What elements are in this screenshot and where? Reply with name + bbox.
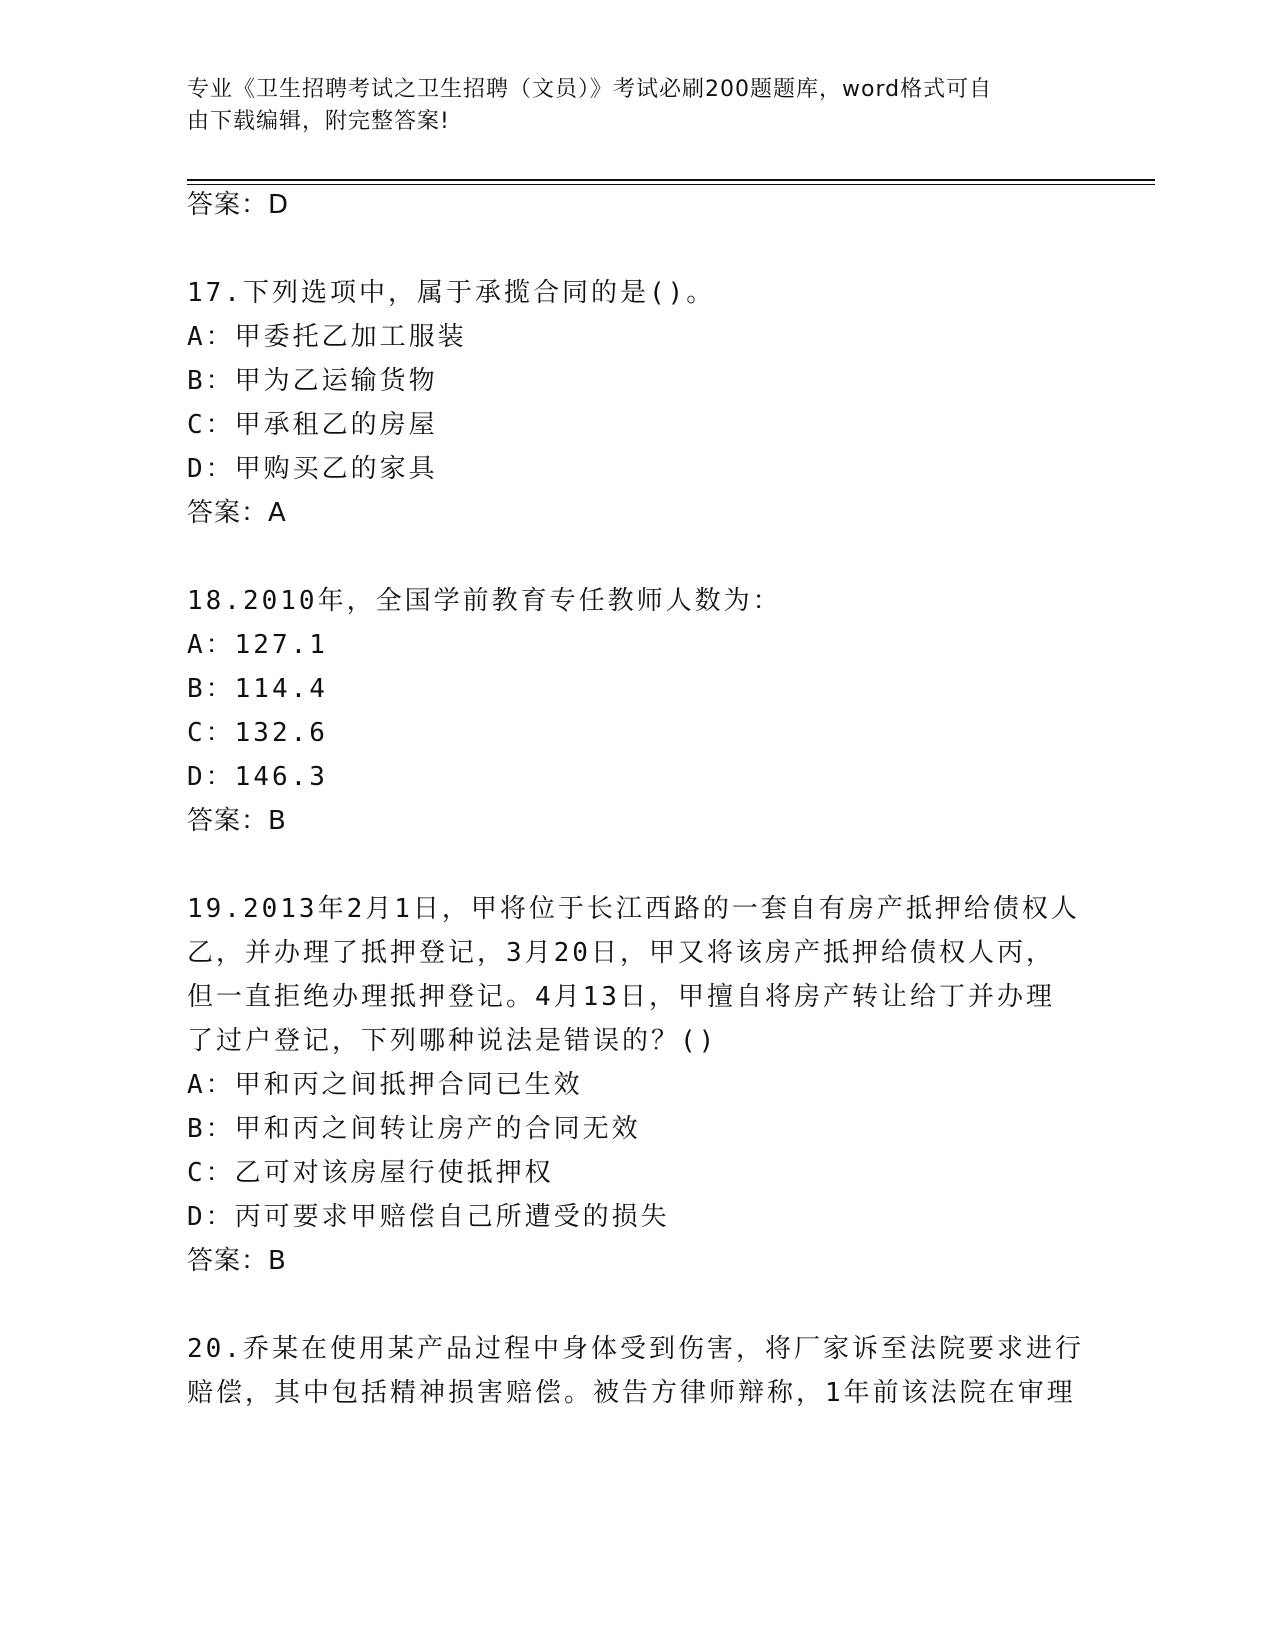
question-19-option-d: D：丙可要求甲赔偿自己所遭受的损失 <box>187 1202 670 1232</box>
question-17-option-a: A：甲委托乙加工服装 <box>187 322 467 352</box>
question-19-stem-line-2: 乙，并办理了抵押登记，3月20日，甲又将该房产抵押给债权人丙， <box>187 938 1055 968</box>
header-divider-thin <box>187 184 1155 185</box>
page-header <box>187 74 1067 138</box>
answer-18: 答案：B <box>187 806 287 836</box>
question-17-option-d: D：甲购买乙的家具 <box>187 454 438 484</box>
question-18-option-d: D：146.3 <box>187 762 328 792</box>
question-18-option-a: A：127.1 <box>187 630 328 660</box>
header-divider-thick <box>187 179 1155 181</box>
question-18-option-c: C：132.6 <box>187 718 328 748</box>
header-line-1: 专业《卫生招聘考试之卫生招聘（文员）》考试必刷200题题库，word格式可自 <box>187 77 993 102</box>
question-19-option-b: B：甲和丙之间转让房产的合同无效 <box>187 1114 641 1144</box>
answer-19: 答案：B <box>187 1246 287 1276</box>
question-18-option-b: B：114.4 <box>187 674 328 704</box>
question-20-stem-line-1: 20.乔某在使用某产品过程中身体受到伤害，将厂家诉至法院要求进行 <box>187 1334 1084 1364</box>
question-19-stem-line-3: 但一直拒绝办理抵押登记。4月13日，甲擅自将房产转让给丁并办理 <box>187 982 1055 1012</box>
question-19-option-a: A：甲和丙之间抵押合同已生效 <box>187 1070 583 1100</box>
question-19-option-c: C：乙可对该房屋行使抵押权 <box>187 1158 554 1188</box>
question-20-stem-line-2: 赔偿，其中包括精神损害赔偿。被告方律师辩称，1年前该法院在审理 <box>187 1378 1076 1408</box>
question-17-stem: 17.下列选项中，属于承揽合同的是()。 <box>187 278 716 308</box>
question-17-option-c: C：甲承租乙的房屋 <box>187 410 438 440</box>
answer-16: 答案：D <box>187 190 290 220</box>
question-18-stem: 18.2010年，全国学前教育专任教师人数为： <box>187 586 782 616</box>
question-19-stem-line-1: 19.2013年2月1日，甲将位于长江西路的一套自有房产抵押给债权人 <box>187 894 1080 924</box>
question-19-stem-line-4: 了过户登记，下列哪种说法是错误的？() <box>187 1026 718 1056</box>
header-line-2: 由下载编辑，附完整答案! <box>187 109 450 134</box>
answer-17: 答案：A <box>187 498 287 528</box>
question-17-option-b: B：甲为乙运输货物 <box>187 366 438 396</box>
